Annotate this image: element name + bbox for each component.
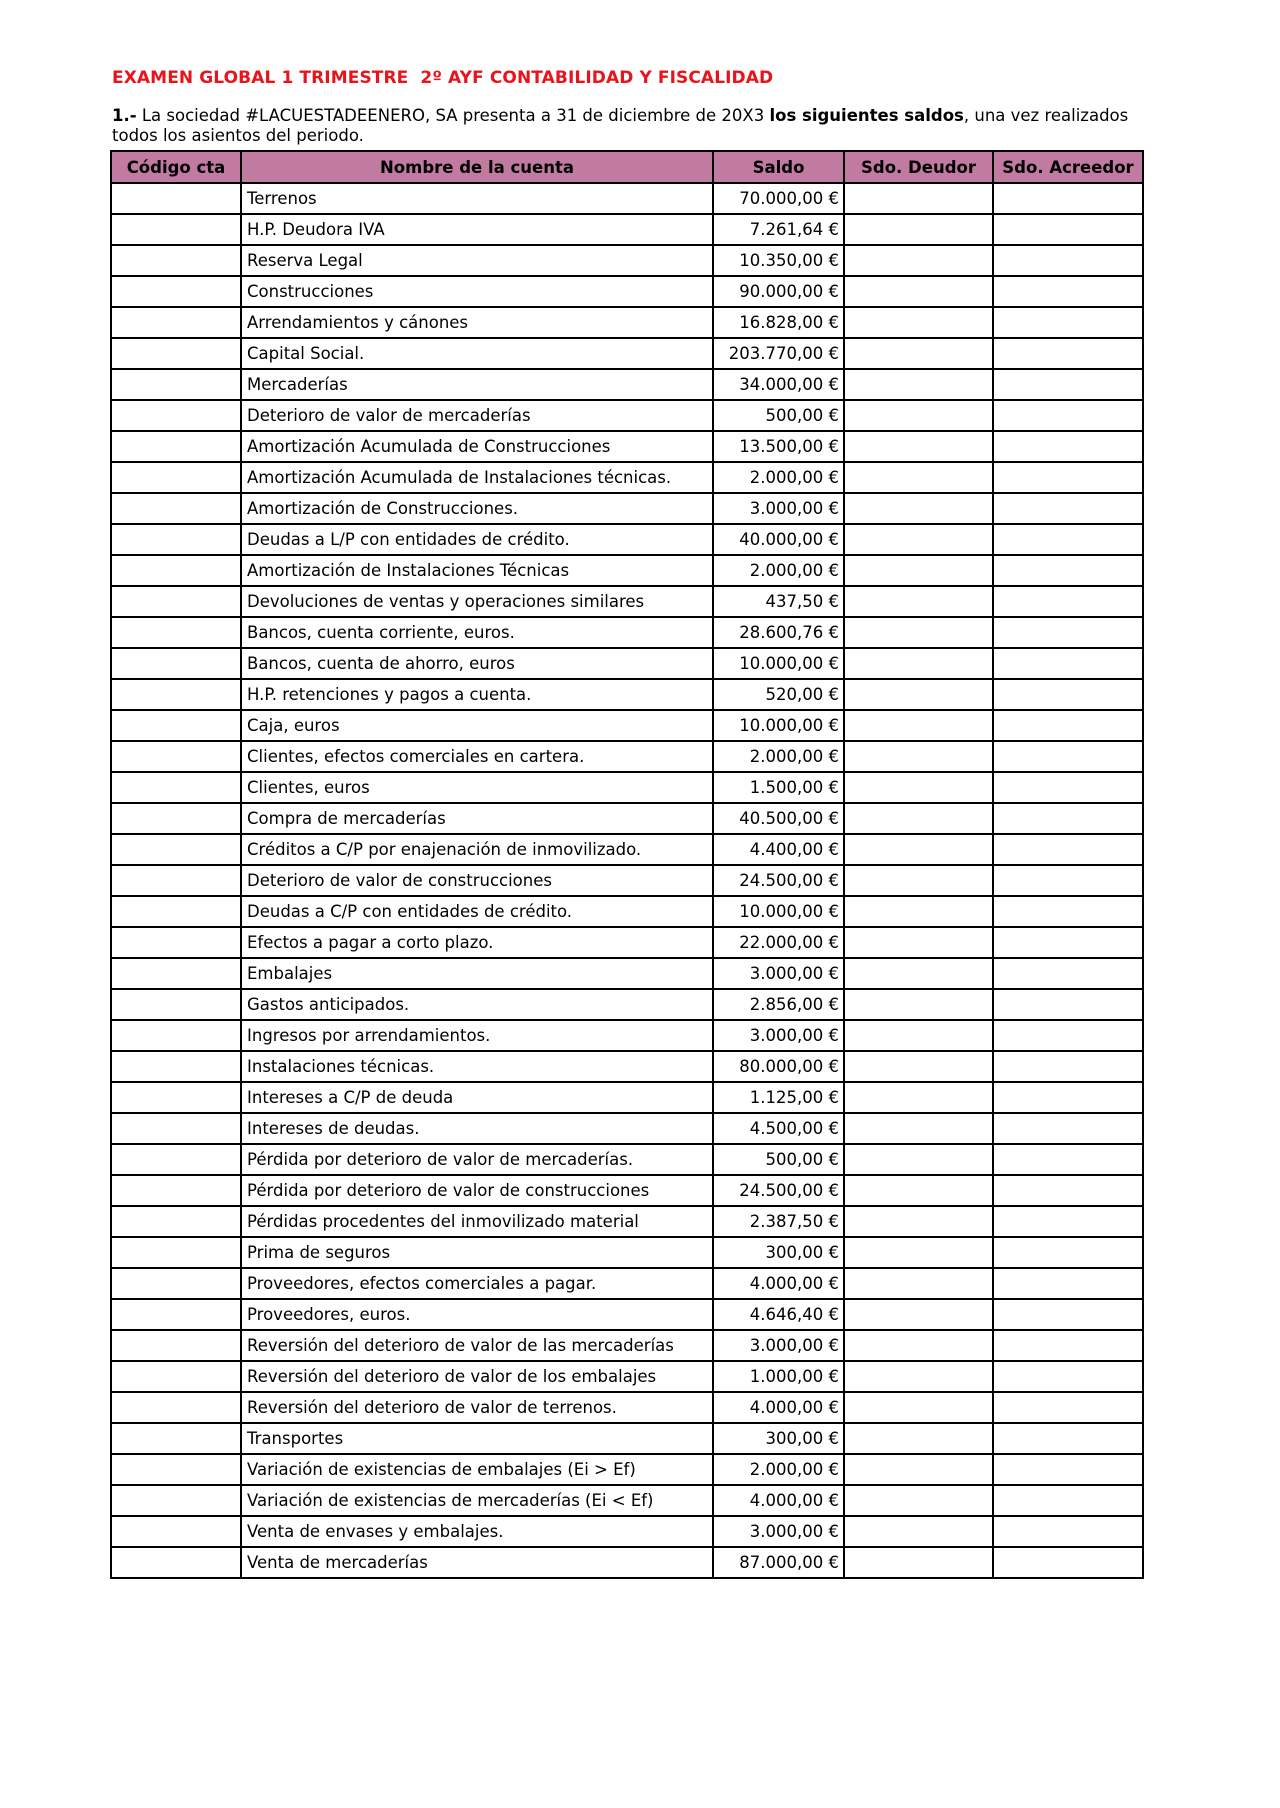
cuenta-name-cell: Amortización Acumulada de Instalaciones técnicas. xyxy=(241,462,713,493)
sdo-acreedor-cell[interactable] xyxy=(993,369,1143,400)
table-row xyxy=(111,1485,1143,1516)
table-row xyxy=(111,617,1143,648)
saldo-cell: 16.828,00 € xyxy=(713,307,844,338)
sdo-acreedor-cell[interactable] xyxy=(993,1206,1143,1237)
cuenta-name-cell: Instalaciones técnicas. xyxy=(241,1051,713,1082)
codigo-cell[interactable] xyxy=(111,1175,241,1206)
cuenta-name-cell: Variación de existencias de mercaderías (Ei < Ef) xyxy=(241,1485,713,1516)
table-row xyxy=(111,1423,1143,1454)
header-sdo-acreedor: Sdo. Acreedor xyxy=(993,151,1143,183)
cuenta-name-cell: Intereses a C/P de deuda xyxy=(241,1082,713,1113)
table-row xyxy=(111,772,1143,803)
codigo-cell[interactable] xyxy=(111,524,241,555)
table-row xyxy=(111,648,1143,679)
cuenta-name-cell: Mercaderías xyxy=(241,369,713,400)
header-saldo: Saldo xyxy=(713,151,844,183)
sdo-acreedor-cell[interactable] xyxy=(993,493,1143,524)
sdo-acreedor-cell[interactable] xyxy=(993,1516,1143,1547)
sdo-deudor-cell[interactable] xyxy=(844,803,993,834)
table-row xyxy=(111,710,1143,741)
sdo-deudor-cell[interactable] xyxy=(844,245,993,276)
sdo-acreedor-cell[interactable] xyxy=(993,400,1143,431)
sdo-deudor-cell[interactable] xyxy=(844,524,993,555)
sdo-acreedor-cell[interactable] xyxy=(993,617,1143,648)
saldo-cell: 3.000,00 € xyxy=(713,1516,844,1547)
codigo-cell[interactable] xyxy=(111,1547,241,1578)
table-row xyxy=(111,338,1143,369)
cuenta-name-cell: Pérdidas procedentes del inmovilizado material xyxy=(241,1206,713,1237)
codigo-cell[interactable] xyxy=(111,772,241,803)
sdo-deudor-cell[interactable] xyxy=(844,1113,993,1144)
table-row xyxy=(111,1299,1143,1330)
cuenta-name-cell: Construcciones xyxy=(241,276,713,307)
cuenta-name-cell: Arrendamientos y cánones xyxy=(241,307,713,338)
saldo-cell: 28.600,76 € xyxy=(713,617,844,648)
cuenta-name-cell: Clientes, efectos comerciales en cartera. xyxy=(241,741,713,772)
table-row xyxy=(111,276,1143,307)
sdo-acreedor-cell[interactable] xyxy=(993,1547,1143,1578)
sdo-deudor-cell[interactable] xyxy=(844,555,993,586)
codigo-cell[interactable] xyxy=(111,710,241,741)
saldo-cell: 10.000,00 € xyxy=(713,710,844,741)
sdo-deudor-cell[interactable] xyxy=(844,586,993,617)
table-row xyxy=(111,1361,1143,1392)
sdo-deudor-cell[interactable] xyxy=(844,1268,993,1299)
sdo-acreedor-cell[interactable] xyxy=(993,555,1143,586)
sdo-deudor-cell[interactable] xyxy=(844,1547,993,1578)
table-row xyxy=(111,369,1143,400)
sdo-deudor-cell[interactable] xyxy=(844,400,993,431)
table-row xyxy=(111,741,1143,772)
codigo-cell[interactable] xyxy=(111,865,241,896)
sdo-deudor-cell[interactable] xyxy=(844,1485,993,1516)
codigo-cell[interactable] xyxy=(111,1423,241,1454)
sdo-acreedor-cell[interactable] xyxy=(993,927,1143,958)
sdo-acreedor-cell[interactable] xyxy=(993,276,1143,307)
saldo-cell: 2.387,50 € xyxy=(713,1206,844,1237)
table-row xyxy=(111,803,1143,834)
sdo-acreedor-cell[interactable] xyxy=(993,1082,1143,1113)
saldo-cell: 10.000,00 € xyxy=(713,896,844,927)
codigo-cell[interactable] xyxy=(111,276,241,307)
saldo-cell: 500,00 € xyxy=(713,400,844,431)
sdo-deudor-cell[interactable] xyxy=(844,1392,993,1423)
codigo-cell[interactable] xyxy=(111,648,241,679)
sdo-acreedor-cell[interactable] xyxy=(993,1454,1143,1485)
saldo-cell: 2.000,00 € xyxy=(713,741,844,772)
saldo-cell: 13.500,00 € xyxy=(713,431,844,462)
saldo-cell: 24.500,00 € xyxy=(713,1175,844,1206)
saldo-cell: 300,00 € xyxy=(713,1423,844,1454)
cuenta-name-cell: Deudas a L/P con entidades de crédito. xyxy=(241,524,713,555)
header-nombre-cuenta: Nombre de la cuenta xyxy=(241,151,713,183)
codigo-cell[interactable] xyxy=(111,1020,241,1051)
cuenta-name-cell: Gastos anticipados. xyxy=(241,989,713,1020)
table-row xyxy=(111,1020,1143,1051)
sdo-deudor-cell[interactable] xyxy=(844,1237,993,1268)
sdo-deudor-cell[interactable] xyxy=(844,741,993,772)
table-row xyxy=(111,989,1143,1020)
table-row xyxy=(111,183,1143,214)
codigo-cell[interactable] xyxy=(111,1454,241,1485)
sdo-acreedor-cell[interactable] xyxy=(993,586,1143,617)
cuenta-name-cell: Venta de envases y embalajes. xyxy=(241,1516,713,1547)
sdo-acreedor-cell[interactable] xyxy=(993,307,1143,338)
saldo-cell: 3.000,00 € xyxy=(713,1020,844,1051)
sdo-acreedor-cell[interactable] xyxy=(993,462,1143,493)
cuenta-name-cell: Amortización de Construcciones. xyxy=(241,493,713,524)
sdo-deudor-cell[interactable] xyxy=(844,1144,993,1175)
codigo-cell[interactable] xyxy=(111,1485,241,1516)
table-row xyxy=(111,1454,1143,1485)
saldo-cell: 80.000,00 € xyxy=(713,1051,844,1082)
saldo-cell: 4.400,00 € xyxy=(713,834,844,865)
saldo-cell: 1.000,00 € xyxy=(713,1361,844,1392)
saldo-cell: 10.350,00 € xyxy=(713,245,844,276)
table-row xyxy=(111,1175,1143,1206)
table-row xyxy=(111,524,1143,555)
sdo-deudor-cell[interactable] xyxy=(844,617,993,648)
sdo-acreedor-cell[interactable] xyxy=(993,1485,1143,1516)
cuenta-name-cell: Deterioro de valor de mercaderías xyxy=(241,400,713,431)
saldo-cell: 87.000,00 € xyxy=(713,1547,844,1578)
saldo-cell: 4.500,00 € xyxy=(713,1113,844,1144)
balances-table xyxy=(110,150,1144,1579)
saldo-cell: 3.000,00 € xyxy=(713,493,844,524)
codigo-cell[interactable] xyxy=(111,431,241,462)
sdo-acreedor-cell[interactable] xyxy=(993,1423,1143,1454)
table-row xyxy=(111,1268,1143,1299)
cuenta-name-cell: Prima de seguros xyxy=(241,1237,713,1268)
sdo-acreedor-cell[interactable] xyxy=(993,741,1143,772)
saldo-cell: 300,00 € xyxy=(713,1237,844,1268)
cuenta-name-cell: Deterioro de valor de construcciones xyxy=(241,865,713,896)
saldo-cell: 70.000,00 € xyxy=(713,183,844,214)
exercise-number: 1.- xyxy=(112,106,137,125)
sdo-deudor-cell[interactable] xyxy=(844,958,993,989)
sdo-acreedor-cell[interactable] xyxy=(993,679,1143,710)
sdo-acreedor-cell[interactable] xyxy=(993,1237,1143,1268)
sdo-acreedor-cell[interactable] xyxy=(993,989,1143,1020)
codigo-cell[interactable] xyxy=(111,493,241,524)
sdo-acreedor-cell[interactable] xyxy=(993,648,1143,679)
sdo-deudor-cell[interactable] xyxy=(844,1175,993,1206)
sdo-deudor-cell[interactable] xyxy=(844,214,993,245)
table-row xyxy=(111,1206,1143,1237)
cuenta-name-cell: Bancos, cuenta de ahorro, euros xyxy=(241,648,713,679)
sdo-acreedor-cell[interactable] xyxy=(993,431,1143,462)
sdo-deudor-cell[interactable] xyxy=(844,493,993,524)
exercise-intro xyxy=(112,106,1152,146)
saldo-cell: 203.770,00 € xyxy=(713,338,844,369)
sdo-acreedor-cell[interactable] xyxy=(993,1330,1143,1361)
sdo-deudor-cell[interactable] xyxy=(844,1206,993,1237)
codigo-cell[interactable] xyxy=(111,617,241,648)
sdo-deudor-cell[interactable] xyxy=(844,679,993,710)
saldo-cell: 7.261,64 € xyxy=(713,214,844,245)
saldo-cell: 1.500,00 € xyxy=(713,772,844,803)
sdo-deudor-cell[interactable] xyxy=(844,1361,993,1392)
sdo-deudor-cell[interactable] xyxy=(844,1516,993,1547)
sdo-acreedor-cell[interactable] xyxy=(993,1113,1143,1144)
table-row xyxy=(111,834,1143,865)
table-row xyxy=(111,493,1143,524)
cuenta-name-cell: Reversión del deterioro de valor de los embalajes xyxy=(241,1361,713,1392)
table-row xyxy=(111,214,1143,245)
codigo-cell[interactable] xyxy=(111,1299,241,1330)
saldo-cell: 4.000,00 € xyxy=(713,1485,844,1516)
sdo-deudor-cell[interactable] xyxy=(844,307,993,338)
cuenta-name-cell: Capital Social. xyxy=(241,338,713,369)
saldo-cell: 520,00 € xyxy=(713,679,844,710)
cuenta-name-cell: Proveedores, efectos comerciales a pagar. xyxy=(241,1268,713,1299)
saldo-cell: 1.125,00 € xyxy=(713,1082,844,1113)
sdo-deudor-cell[interactable] xyxy=(844,772,993,803)
intro-bold-text: los siguientes saldos xyxy=(769,106,964,125)
codigo-cell[interactable] xyxy=(111,1051,241,1082)
saldo-cell: 10.000,00 € xyxy=(713,648,844,679)
table-row xyxy=(111,400,1143,431)
saldo-cell: 4.000,00 € xyxy=(713,1392,844,1423)
table-row xyxy=(111,1082,1143,1113)
sdo-deudor-cell[interactable] xyxy=(844,1299,993,1330)
sdo-deudor-cell[interactable] xyxy=(844,896,993,927)
sdo-deudor-cell[interactable] xyxy=(844,927,993,958)
table-row xyxy=(111,1113,1143,1144)
codigo-cell[interactable] xyxy=(111,927,241,958)
table-row xyxy=(111,245,1143,276)
saldo-cell: 4.000,00 € xyxy=(713,1268,844,1299)
sdo-deudor-cell[interactable] xyxy=(844,834,993,865)
sdo-acreedor-cell[interactable] xyxy=(993,245,1143,276)
cuenta-name-cell: Intereses de deudas. xyxy=(241,1113,713,1144)
cuenta-name-cell: Pérdida por deterioro de valor de mercaderías. xyxy=(241,1144,713,1175)
saldo-cell: 437,50 € xyxy=(713,586,844,617)
cuenta-name-cell: Pérdida por deterioro de valor de construcciones xyxy=(241,1175,713,1206)
sdo-acreedor-cell[interactable] xyxy=(993,1144,1143,1175)
cuenta-name-cell: Reversión del deterioro de valor de las mercaderías xyxy=(241,1330,713,1361)
cuenta-name-cell: Proveedores, euros. xyxy=(241,1299,713,1330)
saldo-cell: 40.500,00 € xyxy=(713,803,844,834)
saldo-cell: 22.000,00 € xyxy=(713,927,844,958)
sdo-deudor-cell[interactable] xyxy=(844,431,993,462)
sdo-deudor-cell[interactable] xyxy=(844,183,993,214)
table-row xyxy=(111,1516,1143,1547)
saldo-cell: 24.500,00 € xyxy=(713,865,844,896)
cuenta-name-cell: Terrenos xyxy=(241,183,713,214)
codigo-cell[interactable] xyxy=(111,369,241,400)
table-row xyxy=(111,1144,1143,1175)
sdo-acreedor-cell[interactable] xyxy=(993,1051,1143,1082)
table-row xyxy=(111,431,1143,462)
intro-text-before: La sociedad #LACUESTADEENERO, SA presenta a 31 de diciembre de 20X3 xyxy=(136,106,770,125)
codigo-cell[interactable] xyxy=(111,307,241,338)
sdo-acreedor-cell[interactable] xyxy=(993,834,1143,865)
sdo-deudor-cell[interactable] xyxy=(844,1330,993,1361)
codigo-cell[interactable] xyxy=(111,741,241,772)
sdo-acreedor-cell[interactable] xyxy=(993,1175,1143,1206)
cuenta-name-cell: Créditos a C/P por enajenación de inmovilizado. xyxy=(241,834,713,865)
codigo-cell[interactable] xyxy=(111,1516,241,1547)
exam-title: EXAMEN GLOBAL 1 TRIMESTRE 2º AYF CONTABILIDAD Y FISCALIDAD xyxy=(112,68,774,88)
saldo-cell: 3.000,00 € xyxy=(713,958,844,989)
saldo-cell: 500,00 € xyxy=(713,1144,844,1175)
sdo-deudor-cell[interactable] xyxy=(844,338,993,369)
cuenta-name-cell: Amortización Acumulada de Construcciones xyxy=(241,431,713,462)
cuenta-name-cell: Amortización de Instalaciones Técnicas xyxy=(241,555,713,586)
table-row xyxy=(111,1547,1143,1578)
sdo-acreedor-cell[interactable] xyxy=(993,710,1143,741)
codigo-cell[interactable] xyxy=(111,400,241,431)
sdo-deudor-cell[interactable] xyxy=(844,1423,993,1454)
cuenta-name-cell: Venta de mercaderías xyxy=(241,1547,713,1578)
sdo-deudor-cell[interactable] xyxy=(844,989,993,1020)
sdo-acreedor-cell[interactable] xyxy=(993,1020,1143,1051)
table-row xyxy=(111,958,1143,989)
codigo-cell[interactable] xyxy=(111,834,241,865)
sdo-deudor-cell[interactable] xyxy=(844,1082,993,1113)
cuenta-name-cell: Reserva Legal xyxy=(241,245,713,276)
codigo-cell[interactable] xyxy=(111,1237,241,1268)
saldo-cell: 2.000,00 € xyxy=(713,462,844,493)
cuenta-name-cell: H.P. retenciones y pagos a cuenta. xyxy=(241,679,713,710)
sdo-acreedor-cell[interactable] xyxy=(993,1299,1143,1330)
sdo-acreedor-cell[interactable] xyxy=(993,1268,1143,1299)
sdo-deudor-cell[interactable] xyxy=(844,276,993,307)
saldo-cell: 3.000,00 € xyxy=(713,1330,844,1361)
cuenta-name-cell: Deudas a C/P con entidades de crédito. xyxy=(241,896,713,927)
sdo-acreedor-cell[interactable] xyxy=(993,524,1143,555)
saldo-cell: 90.000,00 € xyxy=(713,276,844,307)
codigo-cell[interactable] xyxy=(111,989,241,1020)
sdo-acreedor-cell[interactable] xyxy=(993,958,1143,989)
cuenta-name-cell: Reversión del deterioro de valor de terrenos. xyxy=(241,1392,713,1423)
sdo-acreedor-cell[interactable] xyxy=(993,803,1143,834)
cuenta-name-cell: Efectos a pagar a corto plazo. xyxy=(241,927,713,958)
table-row xyxy=(111,555,1143,586)
table-body xyxy=(111,183,1143,1578)
cuenta-name-cell: Embalajes xyxy=(241,958,713,989)
table-row xyxy=(111,679,1143,710)
table-row xyxy=(111,462,1143,493)
sdo-acreedor-cell[interactable] xyxy=(993,338,1143,369)
codigo-cell[interactable] xyxy=(111,555,241,586)
sdo-deudor-cell[interactable] xyxy=(844,648,993,679)
codigo-cell[interactable] xyxy=(111,1361,241,1392)
codigo-cell[interactable] xyxy=(111,214,241,245)
header-codigo-cta: Código cta xyxy=(111,151,241,183)
cuenta-name-cell: H.P. Deudora IVA xyxy=(241,214,713,245)
sdo-acreedor-cell[interactable] xyxy=(993,1361,1143,1392)
sdo-deudor-cell[interactable] xyxy=(844,1454,993,1485)
saldo-cell: 2.000,00 € xyxy=(713,555,844,586)
codigo-cell[interactable] xyxy=(111,245,241,276)
saldo-cell: 2.000,00 € xyxy=(713,1454,844,1485)
table-header-row xyxy=(111,151,1143,183)
codigo-cell[interactable] xyxy=(111,586,241,617)
sdo-deudor-cell[interactable] xyxy=(844,865,993,896)
cuenta-name-cell: Bancos, cuenta corriente, euros. xyxy=(241,617,713,648)
sdo-acreedor-cell[interactable] xyxy=(993,183,1143,214)
cuenta-name-cell: Variación de existencias de embalajes (Ei > Ef) xyxy=(241,1454,713,1485)
cuenta-name-cell: Compra de mercaderías xyxy=(241,803,713,834)
codigo-cell[interactable] xyxy=(111,679,241,710)
sdo-acreedor-cell[interactable] xyxy=(993,772,1143,803)
codigo-cell[interactable] xyxy=(111,462,241,493)
saldo-cell: 34.000,00 € xyxy=(713,369,844,400)
sdo-deudor-cell[interactable] xyxy=(844,1051,993,1082)
sdo-deudor-cell[interactable] xyxy=(844,710,993,741)
codigo-cell[interactable] xyxy=(111,1082,241,1113)
codigo-cell[interactable] xyxy=(111,183,241,214)
table-row xyxy=(111,927,1143,958)
sdo-deudor-cell[interactable] xyxy=(844,369,993,400)
codigo-cell[interactable] xyxy=(111,896,241,927)
sdo-acreedor-cell[interactable] xyxy=(993,1392,1143,1423)
cuenta-name-cell: Ingresos por arrendamientos. xyxy=(241,1020,713,1051)
cuenta-name-cell: Clientes, euros xyxy=(241,772,713,803)
codigo-cell[interactable] xyxy=(111,803,241,834)
table-row xyxy=(111,865,1143,896)
table-row xyxy=(111,1051,1143,1082)
codigo-cell[interactable] xyxy=(111,1206,241,1237)
saldo-cell: 4.646,40 € xyxy=(713,1299,844,1330)
codigo-cell[interactable] xyxy=(111,338,241,369)
sdo-acreedor-cell[interactable] xyxy=(993,214,1143,245)
codigo-cell[interactable] xyxy=(111,1144,241,1175)
codigo-cell[interactable] xyxy=(111,1113,241,1144)
header-sdo-deudor: Sdo. Deudor xyxy=(844,151,993,183)
codigo-cell[interactable] xyxy=(111,958,241,989)
table-row xyxy=(111,586,1143,617)
table-row xyxy=(111,896,1143,927)
codigo-cell[interactable] xyxy=(111,1268,241,1299)
codigo-cell[interactable] xyxy=(111,1330,241,1361)
sdo-deudor-cell[interactable] xyxy=(844,462,993,493)
table-row xyxy=(111,307,1143,338)
cuenta-name-cell: Transportes xyxy=(241,1423,713,1454)
sdo-acreedor-cell[interactable] xyxy=(993,865,1143,896)
cuenta-name-cell: Caja, euros xyxy=(241,710,713,741)
table-row xyxy=(111,1392,1143,1423)
cuenta-name-cell: Devoluciones de ventas y operaciones similares xyxy=(241,586,713,617)
codigo-cell[interactable] xyxy=(111,1392,241,1423)
sdo-deudor-cell[interactable] xyxy=(844,1020,993,1051)
saldo-cell: 2.856,00 € xyxy=(713,989,844,1020)
table-row xyxy=(111,1330,1143,1361)
intro-text-after: , una vez realizados todos los asientos del periodo. xyxy=(112,106,1129,145)
sdo-acreedor-cell[interactable] xyxy=(993,896,1143,927)
saldo-cell: 40.000,00 € xyxy=(713,524,844,555)
table-row xyxy=(111,1237,1143,1268)
